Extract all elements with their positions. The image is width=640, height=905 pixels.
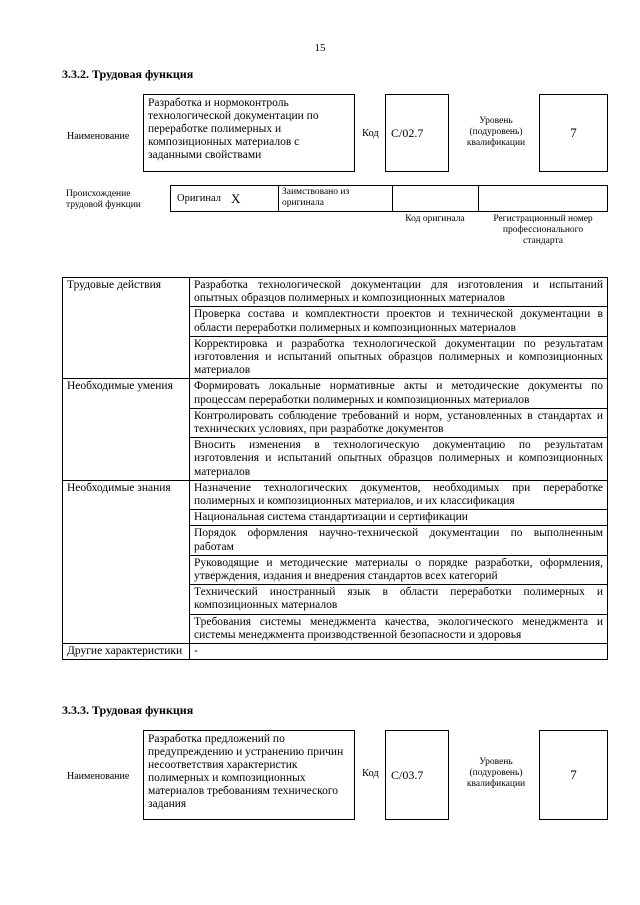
original-label: Оригинал	[177, 193, 221, 204]
origin-label: Происхождение трудовой функции	[66, 189, 141, 210]
name-value-332: Разработка и нормоконтроль технологической документации по переработке полимерных и композиционных материалов с заданными свойствами	[143, 94, 355, 172]
code-original-cell	[393, 186, 479, 211]
section-title-333: 3.3.3. Трудовая функция	[62, 703, 194, 717]
code-label-333: Код	[362, 768, 379, 779]
table-cell: Формировать локальные нормативные акты и методические документы по процессам переработки полимерных и композиционных материалов	[190, 379, 608, 408]
labor-actions-label: Трудовые действия	[63, 278, 190, 379]
reg-number-cell	[479, 186, 607, 211]
reg-number-caption: Регистрационный номер профессионального стандарта	[493, 214, 593, 246]
table-cell: Требования системы менеджмента качества, экологического менеджмента и системы менеджмента производственной безопасности и здоровья	[190, 614, 608, 643]
borrowed-cell: Заимствовано из оригинала	[279, 186, 393, 211]
table-cell: -	[190, 644, 608, 660]
table-cell: Разработка технологической документации для изготовления и испытаний опытных образцов полимерных и композиционных материалов	[190, 278, 608, 307]
name-label-333: Наименование	[67, 771, 130, 782]
origin-row	[170, 185, 608, 212]
table-row	[63, 644, 608, 660]
level-value-333: 7	[539, 730, 608, 820]
table-cell: Вносить изменения в технологическую документацию по результатам изготовления и испытаний опытных образцов полимерных и композиционных материалов	[190, 438, 608, 481]
level-label-333: Уровень (подуровень) квалификации	[466, 757, 526, 789]
section-title-332: 3.3.2. Трудовая функция	[62, 67, 194, 81]
other-label: Другие характеристики	[63, 644, 190, 660]
level-value-332: 7	[539, 94, 608, 172]
table-cell: Контролировать соблюдение требований и норм, установленных в стандартах и технических условиях, при разработке документов	[190, 408, 608, 437]
table-cell: Корректировка и разработка технологической документации по результатам изготовления и испытаний опытных образцов полимерных и композиционных материалов	[190, 336, 608, 379]
table-cell: Национальная система стандартизации и сертификации	[190, 510, 608, 526]
table-row	[63, 379, 608, 408]
table-cell: Технический иностранный язык в области переработки полимерных и композиционных материалов	[190, 585, 608, 614]
table-cell: Назначение технологических документов, необходимых при переработке полимерных и композиционных материалов, и их классификация	[190, 480, 608, 509]
name-label-332: Наименование	[67, 131, 130, 142]
code-label-332: Код	[362, 128, 379, 139]
code-original-caption: Код оригинала	[405, 214, 465, 224]
code-value-332: C/02.7	[385, 94, 449, 172]
origin-original-cell	[171, 186, 279, 211]
name-value-333: Разработка предложений по предупреждению и устранению причин несоответствия характеристик полимерных и композиционных материалов требованиям технического задания	[143, 730, 355, 820]
table-cell: Проверка состава и комплектности проектов и технической документации в области переработки полимерных и композиционных материалов	[190, 307, 608, 336]
skills-label: Необходимые умения	[63, 379, 190, 480]
function-details-table	[62, 277, 608, 660]
table-row	[63, 480, 608, 509]
original-mark: X	[231, 190, 241, 206]
table-cell: Руководящие и методические материалы о порядке разработки, оформления, утверждения, издания и внедрения стандартов всех категорий	[190, 555, 608, 584]
code-value-333: C/03.7	[385, 730, 449, 820]
knowledge-label: Необходимые знания	[63, 480, 190, 643]
table-cell: Порядок оформления научно-технической документации по выполненным работам	[190, 526, 608, 555]
page-number: 15	[314, 42, 326, 54]
table-row	[63, 278, 608, 307]
level-label-332: Уровень (подуровень) квалификации	[466, 116, 526, 148]
